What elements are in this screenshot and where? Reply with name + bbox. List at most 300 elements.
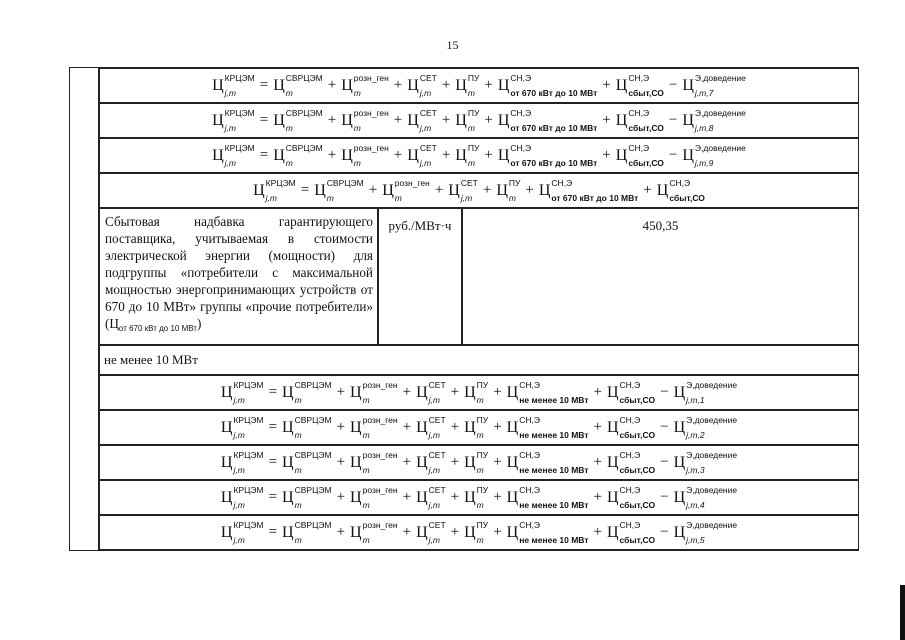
markup-description-text: Сбытовая надбавка гарантирующего поставщика, учитываемая в стоимости электрической энергии (мощности) для подгруппы «потребители с максимальной мощностью энергопринимающих устройств от 670 до 10 МВт» группы «прочие потребители» (Ц [105,214,373,331]
term-superscript: СН,Э [510,107,532,118]
term-base: Ц [350,453,362,471]
term-superscript: СЕТ [428,449,446,460]
term-subscript: j,m,9 [694,157,714,168]
term-subscript: сбыт,СО [628,87,664,98]
formula-term [220,414,264,440]
term-base: Ц [606,523,619,541]
term-base: Ц [673,453,686,471]
operator: + [336,419,346,435]
term-subscript: m [285,87,293,98]
formula-term [497,107,598,133]
formula-row [99,68,859,103]
term-base: Ц [538,181,551,199]
term-superscript: СН,Э [619,484,641,495]
term-superscript: СЕТ [428,519,446,530]
term-subscript: j,m,7 [694,87,714,98]
operator: + [393,147,403,163]
term-base: Ц [273,76,285,94]
term-base: Ц [341,76,353,94]
term-subscript: не менее 10 МВт [519,464,589,475]
formula-term [506,519,589,545]
term-subscript: m [362,429,370,440]
term-subscript: j,m,2 [686,429,705,440]
term-base: Ц [341,111,353,129]
term-superscript: ПУ [467,107,480,118]
term-superscript: СН,Э [628,142,650,153]
operator: + [402,524,412,540]
operator: − [660,489,669,505]
formula-term [350,379,398,405]
operator: + [327,147,337,163]
term-superscript: СВРЦЭМ [285,107,323,118]
term-superscript: СН,Э [669,177,691,188]
formula-term [497,72,598,98]
term-subscript: j,m [233,429,245,440]
term-subscript: m [353,157,361,168]
term-subscript: j,m,3 [686,464,705,475]
term-base: Ц [673,383,686,401]
operator: + [602,147,611,163]
term-superscript: СВРЦЭМ [326,177,364,188]
term-base: Ц [673,418,686,436]
term-superscript: СН,Э [551,177,573,188]
term-subscript: m [285,122,293,133]
term-subscript: m [353,87,361,98]
term-subscript: m [467,87,475,98]
operator: + [450,489,460,505]
formula-term [350,414,398,440]
term-base: Ц [464,418,476,436]
formula-term [448,177,478,203]
formula-term [606,449,656,475]
term-base: Ц [606,488,619,506]
term-subscript: m [294,464,302,475]
term-base: Ц [615,146,628,164]
term-superscript: КРЦЭМ [233,449,264,460]
formula-row [99,445,859,480]
term-base: Ц [220,418,233,436]
term-superscript: ПУ [476,519,489,530]
formula-term [341,72,389,98]
formula-term [282,414,332,440]
term-subscript: j,m [419,122,432,133]
term-superscript: розн_ген [394,177,430,188]
term-subscript: j,m [224,87,236,98]
operator: + [441,77,451,93]
formula-term [464,484,489,510]
term-superscript: СН,Э [519,414,540,425]
term-subscript: не менее 10 МВт [519,394,589,405]
term-superscript: СЕТ [428,484,446,495]
term-superscript: ПУ [467,72,480,83]
term-superscript: КРЦЭМ [224,107,255,118]
term-superscript: розн_ген [353,72,389,83]
term-base: Ц [673,488,686,506]
formula-term [253,177,296,203]
term-subscript: m [362,534,370,545]
operator: + [593,384,602,400]
formula-row [99,480,859,515]
term-superscript: розн_ген [353,107,389,118]
formula-term [673,519,738,545]
term-base: Ц [416,453,428,471]
formula-term [538,177,639,203]
term-base: Ц [282,383,294,401]
term-base: Ц [448,181,460,199]
markup-symbol-sub: от 670 кВт до 10 МВт [118,324,197,333]
term-superscript: СЕТ [428,414,446,425]
term-superscript: СН,Э [619,449,641,460]
term-superscript: розн_ген [353,142,389,153]
term-superscript: СН,Э [628,72,650,83]
term-base: Ц [220,488,233,506]
formula-term [350,519,398,545]
formula-term [606,414,656,440]
formula-term [407,142,437,168]
formula-term [416,519,446,545]
formula-term [464,379,489,405]
term-base: Ц [350,383,362,401]
term-subscript: сбыт,СО [628,122,664,133]
operator: + [402,454,412,470]
term-superscript: СВРЦЭМ [285,72,323,83]
term-superscript: Э,доведение [686,449,738,460]
term-base: Ц [212,111,224,129]
formula-term [350,484,398,510]
formula-term [212,107,255,133]
term-base: Ц [682,111,694,129]
formula-term [273,72,323,98]
term-base: Ц [407,76,419,94]
term-subscript: m [362,499,370,510]
term-base: Ц [606,418,619,436]
term-superscript: СН,Э [519,484,540,495]
term-base: Ц [615,76,628,94]
term-base: Ц [606,453,619,471]
formula-term [615,142,664,168]
term-superscript: КРЦЭМ [265,177,296,188]
formula-term [464,449,489,475]
operator: + [450,454,460,470]
term-base: Ц [506,453,519,471]
tariff-table [69,67,859,551]
term-subscript: не менее 10 МВт [519,534,589,545]
term-subscript: m [476,394,484,405]
operator: + [336,454,346,470]
term-subscript: сбыт,СО [619,499,656,510]
term-subscript: от 670 кВт до 10 МВт [510,87,598,98]
term-subscript: m [353,122,361,133]
operator: + [493,489,502,505]
operator: + [602,112,611,128]
formula-term [615,107,664,133]
term-superscript: СН,Э [619,414,641,425]
term-subscript: m [285,157,293,168]
section-title: не менее 10 МВт [99,345,859,375]
term-superscript: ПУ [476,414,489,425]
formula-term [455,142,480,168]
formula-row [99,410,859,445]
term-superscript: СЕТ [419,142,437,153]
term-base: Ц [282,453,294,471]
term-subscript: m [362,394,370,405]
term-superscript: СВРЦЭМ [294,379,332,390]
operator: = [300,182,310,198]
formula-term [682,107,746,133]
term-superscript: ПУ [476,379,489,390]
formula-term [341,107,389,133]
operator: + [593,419,602,435]
term-base: Ц [455,111,467,129]
term-subscript: j,m,1 [686,394,705,405]
formula-term [341,142,389,168]
term-subscript: от 670 кВт до 10 МВт [510,157,598,168]
operator: + [493,524,502,540]
left-column [69,68,99,550]
term-subscript: j,m [233,464,245,475]
operator: − [660,454,669,470]
operator: + [336,489,346,505]
operator: + [441,147,451,163]
term-superscript: КРЦЭМ [233,414,264,425]
term-base: Ц [253,181,265,199]
term-base: Ц [606,383,619,401]
markup-description [99,208,378,345]
operator: + [593,524,602,540]
operator: + [336,384,346,400]
formula-term [282,519,332,545]
term-base: Ц [350,523,362,541]
formula-term [220,379,264,405]
operator: + [450,524,460,540]
formula-term [416,449,446,475]
term-base: Ц [212,76,224,94]
operator: + [402,419,412,435]
term-base: Ц [506,418,519,436]
term-base: Ц [506,488,519,506]
operator: = [268,524,278,540]
term-superscript: СН,Э [519,449,540,460]
term-base: Ц [282,488,294,506]
operator: − [660,384,669,400]
operator: + [402,489,412,505]
term-subscript: j,m [428,464,440,475]
term-subscript: j,m [233,394,245,405]
formula-term [407,72,437,98]
term-superscript: розн_ген [362,414,398,425]
operator: − [660,419,669,435]
term-superscript: СН,Э [519,379,540,390]
term-base: Ц [407,146,419,164]
term-superscript: СЕТ [419,72,437,83]
operator: + [602,77,611,93]
term-subscript: m [394,192,402,203]
term-superscript: СН,Э [619,519,641,530]
term-superscript: КРЦЭМ [224,142,255,153]
operator: + [484,77,493,93]
term-base: Ц [656,181,669,199]
term-subscript: сбыт,СО [669,192,705,203]
operator: + [327,77,337,93]
term-subscript: сбыт,СО [628,157,664,168]
operator: + [402,384,412,400]
term-base: Ц [682,76,694,94]
term-base: Ц [506,383,519,401]
formula-term [382,177,430,203]
term-superscript: розн_ген [362,379,398,390]
formula-term [615,72,664,98]
operator: + [482,182,492,198]
term-base: Ц [407,111,419,129]
term-superscript: СВРЦЭМ [294,414,332,425]
operator: + [434,182,444,198]
term-superscript: СН,Э [510,142,532,153]
term-superscript: СН,Э [519,519,540,530]
formula-term [464,414,489,440]
term-superscript: СЕТ [460,177,478,188]
operator: + [525,182,534,198]
term-base: Ц [455,146,467,164]
term-base: Ц [350,418,362,436]
term-superscript: СВРЦЭМ [285,142,323,153]
term-superscript: СН,Э [619,379,641,390]
formula-term [673,449,738,475]
term-base: Ц [615,111,628,129]
term-subscript: j,m [265,192,277,203]
term-base: Ц [497,76,510,94]
formula-term [273,142,323,168]
term-subscript: m [476,429,484,440]
term-subscript: m [508,192,516,203]
term-base: Ц [464,488,476,506]
operator: + [393,112,403,128]
term-subscript: j,m [233,499,245,510]
term-superscript: розн_ген [362,449,398,460]
term-superscript: ПУ [476,484,489,495]
formula-term [416,379,446,405]
formula-row [99,375,859,410]
term-subscript: j,m [419,157,432,168]
formula-term [606,379,656,405]
term-subscript: m [294,534,302,545]
formula-term [506,414,589,440]
term-superscript: розн_ген [362,519,398,530]
term-subscript: сбыт,СО [619,429,656,440]
term-subscript: j,m [460,192,473,203]
formula-term [416,484,446,510]
operator: + [450,384,460,400]
term-base: Ц [464,453,476,471]
operator: + [441,112,451,128]
formula-term [673,414,738,440]
term-superscript: Э,доведение [686,414,738,425]
term-base: Ц [273,111,285,129]
term-superscript: СН,Э [628,107,650,118]
term-subscript: m [294,394,302,405]
term-subscript: сбыт,СО [619,534,656,545]
term-superscript: ПУ [476,449,489,460]
operator: = [268,454,278,470]
formula-term [220,449,264,475]
term-base: Ц [282,523,294,541]
operator: − [668,112,678,128]
term-base: Ц [350,488,362,506]
term-subscript: m [467,122,475,133]
term-superscript: Э,доведение [686,379,738,390]
operator: = [259,77,269,93]
term-superscript: КРЦЭМ [224,72,255,83]
term-base: Ц [341,146,353,164]
term-base: Ц [220,523,233,541]
markup-description-close: ) [196,316,202,331]
term-base: Ц [673,523,686,541]
term-base: Ц [212,146,224,164]
operator: − [660,524,669,540]
term-subscript: j,m [428,429,440,440]
formula-term [282,484,332,510]
formula-term [350,449,398,475]
term-base: Ц [464,383,476,401]
term-base: Ц [416,383,428,401]
formula-term [606,519,656,545]
term-superscript: СВРЦЭМ [294,519,332,530]
operator: + [593,489,602,505]
formula-term [455,72,480,98]
formula-term [273,107,323,133]
term-base: Ц [455,76,467,94]
term-subscript: m [476,464,484,475]
formula-term [656,177,705,203]
term-subscript: m [362,464,370,475]
term-base: Ц [314,181,326,199]
term-base: Ц [497,111,510,129]
term-subscript: j,m [224,157,236,168]
term-subscript: m [294,499,302,510]
markup-value: 450,35 [462,208,859,345]
term-subscript: j,m [224,122,236,133]
formula-term [606,484,656,510]
term-superscript: Э,доведение [694,72,746,83]
formula-term [464,519,489,545]
formula-row [99,138,859,173]
formula-term [416,414,446,440]
term-subscript: m [476,499,484,510]
term-superscript: ПУ [467,142,480,153]
page-number: 15 [446,38,459,52]
operator: − [668,77,678,93]
markup-unit: руб./МВт·ч [378,208,462,345]
term-base: Ц [506,523,519,541]
term-superscript: Э,доведение [694,142,746,153]
term-superscript: СВРЦЭМ [294,449,332,460]
term-subscript: j,m [419,87,432,98]
term-subscript: j,m [428,499,440,510]
formula-row [99,515,859,550]
term-subscript: m [476,534,484,545]
term-superscript: Э,доведение [686,484,738,495]
formula-term [682,142,746,168]
scan-edge-bar [900,585,905,640]
formula-term [212,142,255,168]
operator: + [393,77,403,93]
term-subscript: не менее 10 МВт [519,429,589,440]
operator: + [484,147,493,163]
operator: = [259,147,269,163]
term-superscript: СЕТ [428,379,446,390]
term-subscript: m [467,157,475,168]
term-base: Ц [464,523,476,541]
term-base: Ц [682,146,694,164]
